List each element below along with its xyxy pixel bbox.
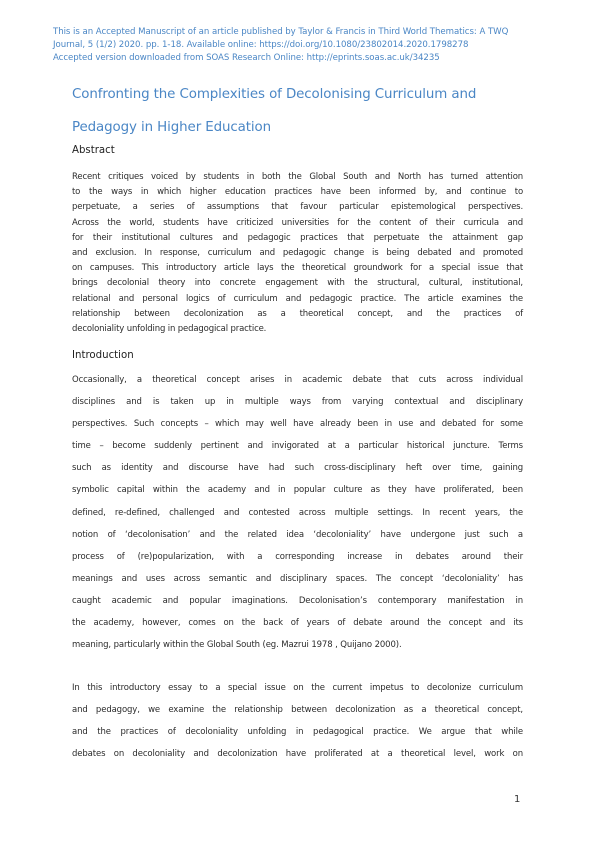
text-line: the academy, however, comes on the back of years of debate around the concept and its (72, 618, 523, 629)
text-line: such as identity and discourse have had such cross-disciplinary heft over time, gaining (72, 463, 523, 474)
publication-notice (53, 26, 553, 65)
text-line: and pedagogy, we examine the relationship between decolonization as a theoretical concept, (72, 705, 523, 716)
title-line-1: Confronting the Complexities of Decolonising Curriculum and (72, 87, 477, 102)
intro-paragraph-2 (72, 677, 523, 765)
text-line: relationship between decolonization as a theoretical concept, and the practices of (72, 308, 523, 319)
text-line: Across the world, students have criticized universities for the content of their curricula and (72, 217, 523, 228)
notice-line-2: Journal, 5 (1/2) 2020. pp. 1-18. Available online: https://doi.org/10.1080/23802014.2020.1798278 (53, 40, 469, 50)
text-line: decoloniality unfolding in pedagogical practice. (72, 323, 267, 334)
text-line: defined, re-defined, challenged and contested across multiple settings. In recent years, the (72, 507, 523, 518)
text-line: caught academic and popular imaginations. Decolonisation’s contemporary manifestation in (72, 595, 523, 606)
intro-paragraph-1 (72, 369, 523, 656)
text-line: symbolic capital within the academy and in popular culture as they have proliferated, been (72, 485, 523, 496)
text-line: on campuses. This introductory article lays the theoretical groundwork for a special issue that (72, 263, 523, 274)
text-line: perspectives. Such concepts – which may well have already been in use and debated for some (72, 419, 523, 430)
text-line: process of (re)popularization, with a corresponding increase in debates around their (72, 551, 523, 562)
text-line: and exclusion. In response, curriculum and pedagogic change is being debated and promoted (72, 247, 523, 258)
text-line: relational and personal logics of curriculum and pedagogic practice. The article examines the (72, 293, 523, 304)
title-line-2: Pedagogy in Higher Education (72, 120, 272, 135)
text-line: brings decolonial theory into concrete engagement with the structural, cultural, institutional, (72, 278, 523, 289)
introduction-heading: Introduction (72, 350, 134, 361)
text-line: debates on decoloniality and decolonization have proliferated at a theoretical level, work on (72, 749, 523, 760)
text-line: disciplines and is taken up in multiple ways from varying contextual and disciplinary (72, 397, 523, 408)
text-line: perpetuate, a series of assumptions that favour particular epistemological perspectives. (72, 202, 523, 213)
text-line: to the ways in which higher education practices have been informed by, and continue to (72, 187, 523, 198)
text-line: notion of ‘decolonisation’ and the related idea ‘decoloniality’ have undergone just such a (72, 529, 523, 540)
abstract-heading: Abstract (72, 145, 115, 156)
text-line: In this introductory essay to a special issue on the current impetus to decolonize curriculum (72, 683, 523, 693)
text-line: meanings and uses across semantic and disciplinary spaces. The concept ‘decoloniality’ has (72, 573, 523, 584)
text-line: Occasionally, a theoretical concept arises in academic debate that cuts across individual (72, 375, 523, 385)
text-line: Recent critiques voiced by students in both the Global South and North has turned attention (72, 172, 523, 182)
abstract-text (72, 170, 523, 337)
text-line: meaning, particularly within the Global South (eg. Mazrui 1978 , Quijano 2000). (72, 640, 402, 651)
text-line: for their institutional cultures and pedagogic practices that perpetuate the attainment gap (72, 232, 523, 243)
notice-line-3: Accepted version downloaded from SOAS Research Online: http://eprints.soas.ac.uk/34235 (53, 53, 440, 63)
page-number: 1 (514, 794, 521, 805)
text-line: and the practices of decoloniality unfolding in pedagogical practice. We argue that while (72, 727, 523, 738)
notice-line-1: This is an Accepted Manuscript of an article published by Taylor & Francis in Third World Thematics: A TWQ (53, 27, 509, 37)
article-title (72, 84, 542, 150)
text-line: time – become suddenly pertinent and invigorated at a particular historical juncture. Terms (72, 441, 523, 452)
